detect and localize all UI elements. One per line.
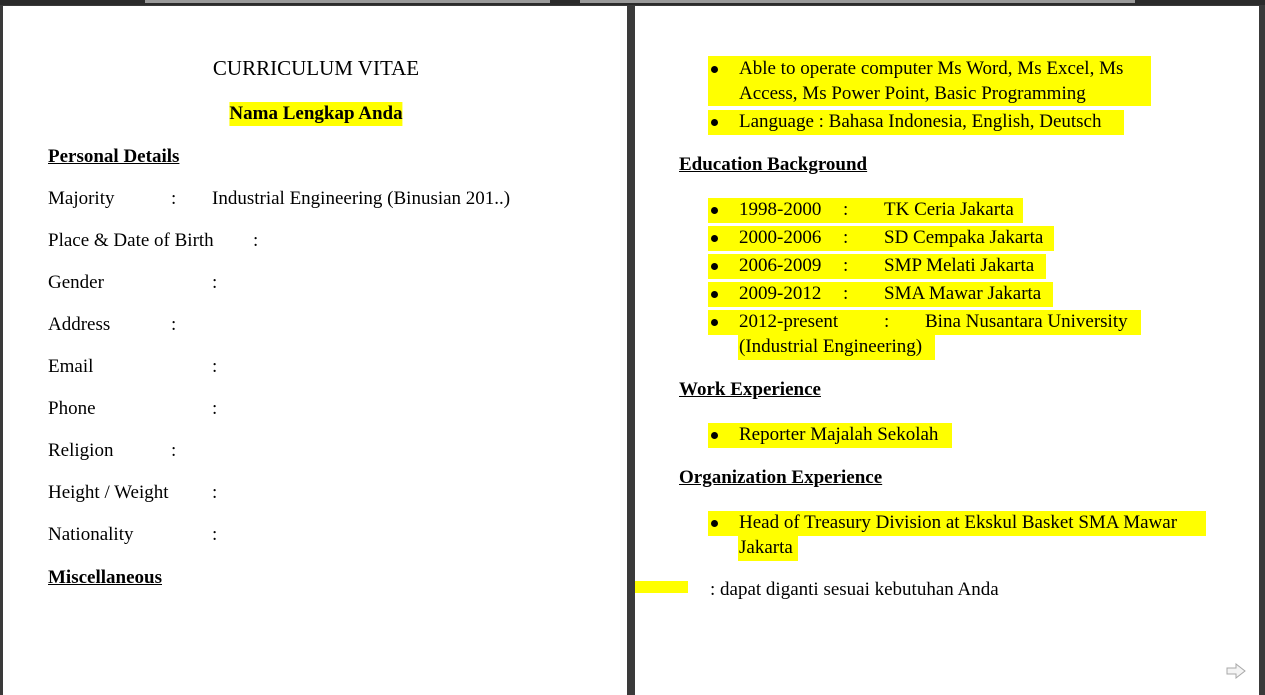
edu-school: SMP Melati Jakarta: [884, 255, 1035, 276]
bullet: [711, 235, 718, 242]
section-heading-organization: Organization Experience: [679, 467, 883, 488]
row-colon: :: [212, 524, 218, 545]
bullet: [711, 263, 718, 270]
org-item-line1: Head of Treasury Division at Ekskul Basket SMA Mawar: [739, 512, 1178, 533]
edu-colon: :: [843, 283, 849, 304]
section-heading-personal: Personal Details: [48, 146, 180, 167]
edu-years: 2006-2009: [739, 255, 822, 276]
misc-item-1-line1: Able to operate computer Ms Word, Ms Excel, Ms: [739, 58, 1124, 79]
edu-school: Bina Nusantara University: [925, 311, 1128, 332]
edu-colon: :: [843, 227, 849, 248]
edu-years: 1998-2000: [739, 199, 822, 220]
edu-years: 2000-2006: [739, 227, 822, 248]
page-right: [635, 6, 1259, 695]
edu-colon: :: [843, 199, 849, 220]
next-page-arrow-icon[interactable]: [1226, 663, 1246, 679]
legend-swatch: [635, 581, 688, 593]
row-label: Gender: [48, 272, 104, 293]
row-label: Nationality: [48, 524, 134, 545]
row-colon: :: [253, 230, 259, 251]
bullet: [711, 66, 718, 73]
section-heading-education: Education Background: [679, 154, 868, 175]
edu-school-line2: (Industrial Engineering): [739, 336, 923, 357]
row-label: Height / Weight: [48, 482, 169, 503]
edu-school: SMA Mawar Jakarta: [884, 283, 1042, 304]
row-colon: :: [212, 398, 218, 419]
bullet: [711, 291, 718, 298]
row-value: Industrial Engineering (Binusian 201..): [212, 188, 511, 209]
document-title: CURRICULUM VITAE: [212, 56, 420, 80]
edu-school: TK Ceria Jakarta: [884, 199, 1014, 220]
edu-school: SD Cempaka Jakarta: [884, 227, 1044, 248]
misc-item-2: Language : Bahasa Indonesia, English, Deutsch: [739, 111, 1102, 132]
bullet: [711, 119, 718, 126]
row-label: Email: [48, 356, 94, 377]
row-colon: :: [212, 272, 218, 293]
row-colon: :: [171, 188, 177, 209]
full-name: Nama Lengkap Anda: [229, 103, 403, 124]
row-label: Religion: [48, 440, 114, 461]
row-label: Place & Date of Birth: [48, 230, 214, 251]
row-colon: :: [212, 482, 218, 503]
org-item-line2: Jakarta: [739, 537, 793, 558]
edu-years: 2012-present: [739, 311, 839, 332]
edu-colon: :: [843, 255, 849, 276]
row-colon: :: [171, 440, 177, 461]
legend-text: : dapat diganti sesuai kebutuhan Anda: [710, 579, 999, 600]
edu-colon: :: [884, 311, 890, 332]
scroll-track-segment: [145, 0, 550, 3]
section-heading-work: Work Experience: [679, 379, 821, 400]
window-top-bar: [0, 0, 1265, 5]
scroll-track-segment: [580, 0, 1135, 3]
section-heading-misc: Miscellaneous: [48, 567, 162, 588]
row-label: Phone: [48, 398, 96, 419]
row-colon: :: [212, 356, 218, 377]
bullet: [711, 207, 718, 214]
bullet: [711, 520, 718, 527]
row-label: Address: [48, 314, 111, 335]
bullet: [711, 319, 718, 326]
row-label: Majority: [48, 188, 115, 209]
row-colon: :: [171, 314, 177, 335]
page-left: [3, 6, 627, 695]
work-item: Reporter Majalah Sekolah: [739, 424, 939, 445]
bullet: [711, 432, 718, 439]
misc-item-1-line2: Access, Ms Power Point, Basic Programming: [739, 83, 1086, 104]
edu-years: 2009-2012: [739, 283, 822, 304]
